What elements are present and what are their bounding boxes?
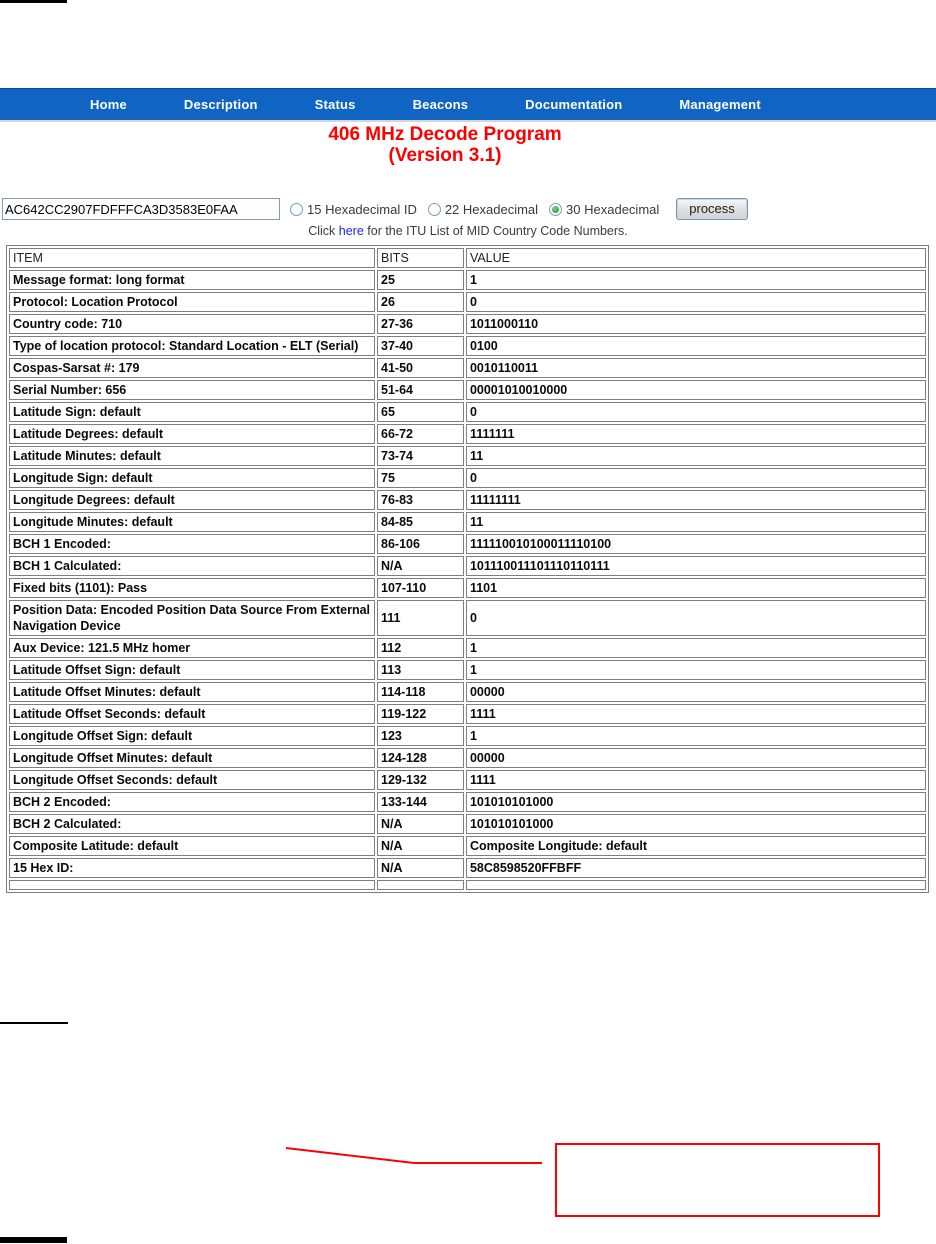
cell-item: Latitude Offset Seconds: default [9, 704, 375, 724]
radio-option-30-hex[interactable] [549, 202, 659, 217]
cell-bits: 111 [377, 600, 464, 636]
table-row [9, 792, 926, 812]
table-row [9, 292, 926, 312]
cell-item: Longitude Sign: default [9, 468, 375, 488]
table-row [9, 858, 926, 878]
table-row [9, 726, 926, 746]
bottom-left-rule [0, 1237, 67, 1243]
cell-value: 1011000110 [466, 314, 926, 334]
col-header-value: VALUE [466, 248, 926, 268]
cell-bits: 75 [377, 468, 464, 488]
table-row [9, 314, 926, 334]
radio-label: 30 Hexadecimal [566, 201, 660, 217]
empty-cell [9, 880, 375, 890]
table-row [9, 660, 926, 680]
cell-value: 101110011101110110111 [466, 556, 926, 576]
link-line-prefix: Click [308, 224, 339, 238]
cell-value: 00000 [466, 748, 926, 768]
cell-item: BCH 1 Calculated: [9, 556, 375, 576]
table-row [9, 380, 926, 400]
cell-item: Longitude Offset Minutes: default [9, 748, 375, 768]
cell-bits: 41-50 [377, 358, 464, 378]
radio-option-22-hex[interactable] [428, 202, 538, 217]
cell-bits: N/A [377, 814, 464, 834]
cell-value: 00000 [466, 682, 926, 702]
cell-value: 0 [466, 292, 926, 312]
nav-item-status[interactable]: Status [314, 97, 356, 112]
cell-value: 101010101000 [466, 792, 926, 812]
page-title-line2: (Version 3.1) [388, 145, 502, 166]
table-row [9, 600, 926, 636]
cell-bits: 124-128 [377, 748, 464, 768]
cell-bits: N/A [377, 858, 464, 878]
cell-value: Composite Longitude: default [466, 836, 926, 856]
nav-item-beacons[interactable]: Beacons [412, 97, 469, 112]
cell-item: Latitude Degrees: default [9, 424, 375, 444]
cell-bits: 37-40 [377, 336, 464, 356]
table-row [9, 468, 926, 488]
cell-item: Type of location protocol: Standard Location - ELT (Serial) [9, 336, 375, 356]
cell-item: Protocol: Location Protocol [9, 292, 375, 312]
itu-here-link[interactable]: here [338, 224, 364, 238]
table-row [9, 770, 926, 790]
cell-item: Cospas-Sarsat #: 179 [9, 358, 375, 378]
cell-bits: N/A [377, 556, 464, 576]
cell-value: 1101 [466, 578, 926, 598]
table-row [9, 336, 926, 356]
table-row [9, 704, 926, 724]
cell-value: 1 [466, 660, 926, 680]
cell-value: 0 [466, 468, 926, 488]
cell-item: Serial Number: 656 [9, 380, 375, 400]
decode-controls [2, 195, 934, 223]
cell-bits: 65 [377, 402, 464, 422]
cell-bits: 112 [377, 638, 464, 658]
table-row [9, 748, 926, 768]
cell-item: Longitude Offset Sign: default [9, 726, 375, 746]
cell-item: Aux Device: 121.5 MHz homer [9, 638, 375, 658]
cell-bits: 119-122 [377, 704, 464, 724]
cell-bits: 27-36 [377, 314, 464, 334]
radio-icon[interactable] [549, 203, 562, 216]
cell-value: 1 [466, 638, 926, 658]
table-row [9, 836, 926, 856]
cell-value: 111110010100011110100 [466, 534, 926, 554]
page-title-line1: 406 MHz Decode Program [328, 124, 562, 145]
cell-bits: 73-74 [377, 446, 464, 466]
cell-item: 15 Hex ID: [9, 858, 375, 878]
table-row [9, 402, 926, 422]
red-callout-line [280, 1140, 550, 1170]
table-row [9, 490, 926, 510]
cell-bits: 107-110 [377, 578, 464, 598]
radio-option-15-hex[interactable] [290, 202, 417, 217]
cell-bits: 114-118 [377, 682, 464, 702]
cell-item: Latitude Minutes: default [9, 446, 375, 466]
table-row [9, 512, 926, 532]
cell-item: Message format: long format [9, 270, 375, 290]
table-row [9, 578, 926, 598]
cell-item: BCH 2 Encoded: [9, 792, 375, 812]
nav-item-management[interactable]: Management [679, 97, 761, 112]
radio-label: 15 Hexadecimal ID [307, 201, 417, 217]
cell-value: 11111111 [466, 490, 926, 510]
table-row [9, 814, 926, 834]
cell-item: Latitude Offset Minutes: default [9, 682, 375, 702]
decode-table-wrap [6, 245, 929, 893]
cell-value: 0 [466, 402, 926, 422]
process-button[interactable]: process [676, 198, 748, 220]
cell-bits: 26 [377, 292, 464, 312]
col-header-item: ITEM [9, 248, 375, 268]
cell-value: 1 [466, 726, 926, 746]
table-row [9, 534, 926, 554]
cell-bits: 123 [377, 726, 464, 746]
cell-bits: 86-106 [377, 534, 464, 554]
table-header-row [9, 248, 926, 268]
cell-bits: 76-83 [377, 490, 464, 510]
hex-id-input[interactable] [2, 198, 280, 220]
cell-item: Longitude Degrees: default [9, 490, 375, 510]
nav-item-home[interactable]: Home [90, 97, 127, 112]
cell-value: 58C8598520FFBFF [466, 858, 926, 878]
table-row [9, 270, 926, 290]
mid-left-rule [0, 1022, 68, 1024]
link-line-suffix: for the ITU List of MID Country Code Numbers. [363, 224, 628, 238]
cell-item: Country code: 710 [9, 314, 375, 334]
top-left-rule [0, 0, 67, 3]
table-row [9, 424, 926, 444]
cell-item: Fixed bits (1101): Pass [9, 578, 375, 598]
table-row [9, 358, 926, 378]
cell-bits: 84-85 [377, 512, 464, 532]
cell-item: BCH 1 Encoded: [9, 534, 375, 554]
table-row [9, 638, 926, 658]
empty-cell [466, 880, 926, 890]
cell-value: 0100 [466, 336, 926, 356]
cell-bits: 25 [377, 270, 464, 290]
red-annotation-box [555, 1143, 880, 1217]
cell-value: 101010101000 [466, 814, 926, 834]
table-row [9, 446, 926, 466]
cell-value: 0010110011 [466, 358, 926, 378]
nav-item-documentation[interactable]: Documentation [525, 97, 623, 112]
radio-icon[interactable] [290, 203, 303, 216]
cell-value: 11 [466, 512, 926, 532]
main-navbar [0, 88, 936, 122]
col-header-bits: BITS [377, 248, 464, 268]
cell-bits: 66-72 [377, 424, 464, 444]
cell-item: Position Data: Encoded Position Data Source From External Navigation Device [9, 600, 375, 636]
cell-bits: N/A [377, 836, 464, 856]
cell-item: BCH 2 Calculated: [9, 814, 375, 834]
table-row [9, 556, 926, 576]
table-row [9, 682, 926, 702]
cell-item: Longitude Minutes: default [9, 512, 375, 532]
decode-table [6, 245, 929, 893]
hex-format-radio-group [290, 202, 670, 217]
cell-value: 1 [466, 270, 926, 290]
table-row-empty [9, 880, 926, 890]
cell-value: 00001010010000 [466, 380, 926, 400]
cell-item: Latitude Offset Sign: default [9, 660, 375, 680]
radio-icon[interactable] [428, 203, 441, 216]
empty-cell [377, 880, 464, 890]
cell-bits: 133-144 [377, 792, 464, 812]
itu-link-line [0, 224, 936, 238]
cell-item: Composite Latitude: default [9, 836, 375, 856]
cell-bits: 51-64 [377, 380, 464, 400]
cell-value: 11 [466, 446, 926, 466]
nav-item-description[interactable]: Description [183, 97, 258, 112]
cell-value: 1111111 [466, 424, 926, 444]
page-title [0, 124, 890, 166]
cell-value: 0 [466, 600, 926, 636]
cell-bits: 113 [377, 660, 464, 680]
cell-item: Longitude Offset Seconds: default [9, 770, 375, 790]
cell-value: 1111 [466, 704, 926, 724]
radio-label: 22 Hexadecimal [444, 201, 539, 217]
cell-value: 1111 [466, 770, 926, 790]
cell-item: Latitude Sign: default [9, 402, 375, 422]
cell-bits: 129-132 [377, 770, 464, 790]
